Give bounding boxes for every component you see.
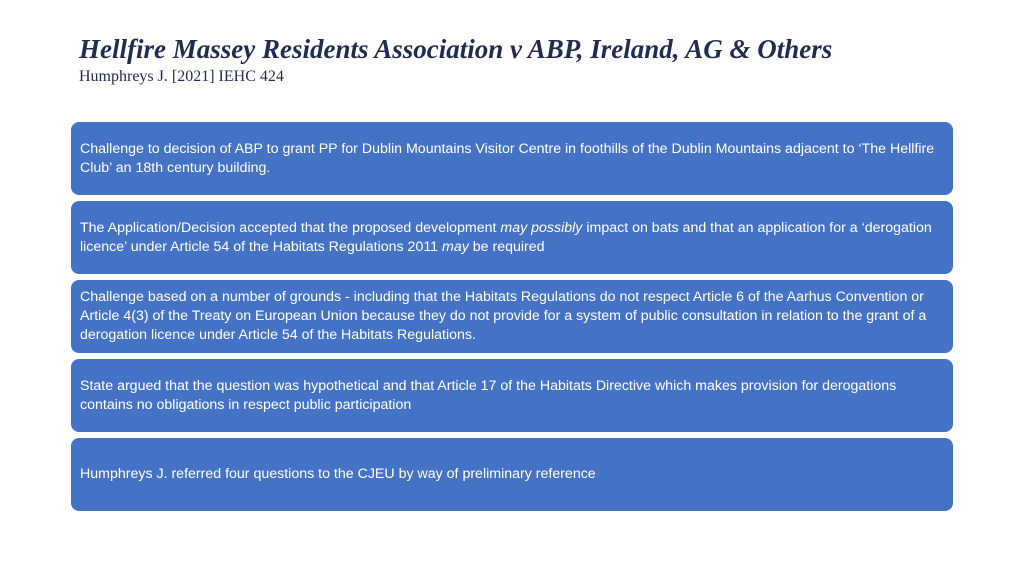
text-segment: be required <box>468 238 545 255</box>
summary-box-application <box>71 201 953 274</box>
summary-box-referral <box>71 438 953 511</box>
summary-box-grounds <box>71 280 953 353</box>
summary-box-text: Challenge to decision of ABP to grant PP for Dublin Mountains Visitor Centre in foothills of the Dublin Mountains adjacent to ‘The Hellfire Club’ an 18th century building. <box>80 140 935 176</box>
slide-title: Hellfire Massey Residents Association v ABP, Ireland, AG & Others <box>79 34 833 64</box>
summary-box-challenge <box>71 122 953 195</box>
emphasis-text: may possibly <box>500 219 583 236</box>
summary-box-text <box>80 219 945 257</box>
emphasis-text: may <box>442 238 469 255</box>
text-segment: impact on bats and that an application for a ‘derogation licence’ under Article 54 of the Habitats Regulations 2011 <box>80 219 932 255</box>
text-segment: The Application/Decision accepted that the proposed development <box>80 219 501 236</box>
summary-box-text: State argued that the question was hypothetical and that Article 17 of the Habitats Directive which makes provision for derogations contains no obligations in respect public participation <box>80 377 897 413</box>
summary-box-state-argument <box>71 359 953 432</box>
case-citation: Humphreys J. [2021] IEHC 424 <box>79 68 284 85</box>
summary-box-text: Challenge based on a number of grounds - including that the Habitats Regulations do not respect Article 6 of the Aarhus Convention or Article 4(3) of the Treaty on European Union because they do not provide for a system of public consultation in relation to the grant of a derogation licence under Article 54 of the Habitats Regulations. <box>80 289 927 343</box>
summary-box-text: Humphreys J. referred four questions to the CJEU by way of preliminary reference <box>80 466 596 482</box>
